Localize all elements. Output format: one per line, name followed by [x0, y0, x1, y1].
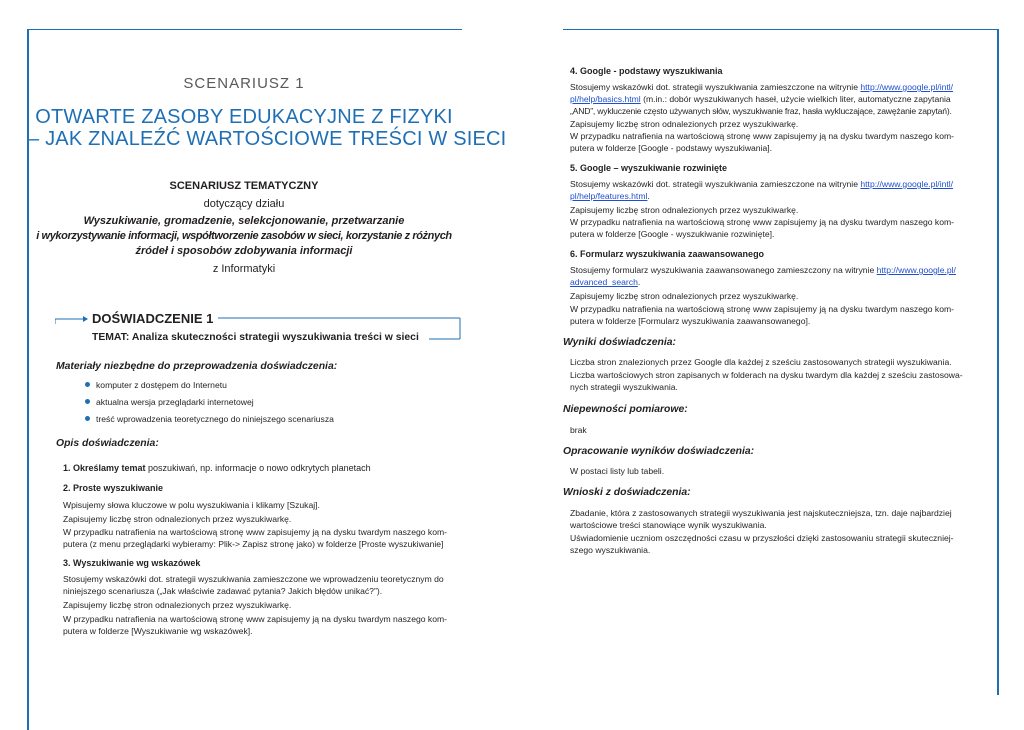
step-6-link[interactable]: http://www.google.pl/: [876, 265, 956, 275]
step-3-line: W przypadku natrafienia na wartościową stronę www zapisujemy ją na dysku twardym naszego kom-: [63, 614, 448, 624]
step-2-line: putera (z menu przeglądarki wybieramy: Plik-> Zapisz stronę jako) w folderze [Proste wyszukiwanie]: [63, 539, 444, 549]
step-3-line: Zapisujemy liczbę stron odnalezionych przez wyszukiwarkę.: [63, 600, 292, 610]
results-line: Liczba stron znalezionych przez Google dla każdej z sześciu zastosowanych strategii wyszukiwania.: [570, 357, 952, 367]
materials-heading: Materiały niezbędne do przeprowadzenia doświadczenia:: [56, 361, 338, 372]
step-4-heading: 4. Google - podstawy wyszukiwania: [570, 66, 723, 76]
main-title-line1: OTWARTE ZASOBY EDUKACYJNE Z FIZYKI: [35, 106, 453, 128]
step-5-line: Zapisujemy liczbę stron odnalezionych przez wyszukiwarkę.: [570, 205, 799, 215]
step-4-line: W przypadku natrafienia na wartościową stronę www zapisujemy ją na dysku twardym naszego kom-: [570, 131, 955, 141]
conclusions-heading: Wnioski z doświadczenia:: [563, 487, 691, 498]
processing-text: W postaci listy lub tabeli.: [570, 466, 665, 476]
experiment-topic: TEMAT: Analiza skuteczności strategii wyszukiwania treści w sieci: [92, 332, 419, 343]
material-item: komputer z dostępem do Internetu: [96, 380, 227, 390]
results-heading: Wyniki doświadczenia:: [563, 337, 676, 348]
step-3-line: niniejszego scenariusza („Jak właściwie zadawać pytania? Jakich błędów unikać?”).: [63, 586, 383, 596]
step-5-line: [570, 178, 953, 190]
conclusions-line: Uświadomienie uczniom oszczędności czasu w przyszłości dzięki zastosowaniu strategii skuteczniej-: [570, 533, 954, 543]
uncertainty-text: brak: [570, 425, 587, 435]
processing-heading: Opracowanie wyników doświadczenia:: [563, 446, 755, 457]
bullet-dot: [85, 382, 90, 387]
step-4-line: [570, 93, 951, 105]
step-6-line: Zapisujemy liczbę stron odnalezionych przez wyszukiwarkę.: [570, 291, 799, 301]
step-4-text: (m.in.: dobór wyszukiwanych haseł, użycie wielkich liter, automatyczne zapytania: [640, 94, 951, 104]
step-5-text: .: [647, 191, 650, 201]
step-4-line: „AND”, wykluczenie często używanych słów, wyszukiwanie fraz, hasła wykluczające, zawężanie zapytań).: [570, 106, 952, 116]
conclusions-line: wartościowe treści stanowiące wynik wyszukiwania.: [570, 520, 767, 530]
step-3-line: Stosujemy wskazówki dot. strategii wyszukiwania zamieszczone we wprowadzeniu teoretycznym do: [63, 574, 444, 584]
step-4-line: [570, 81, 953, 93]
main-title-line2: – JAK ZNALEŹĆ WARTOŚCIOWE TREŚCI W SIECI: [28, 128, 507, 150]
step-6-link[interactable]: advanced_search: [570, 277, 638, 287]
bullet-dot: [85, 399, 90, 404]
step-2-heading: 2. Proste wyszukiwanie: [63, 483, 164, 493]
step-5-line: [570, 190, 650, 202]
step-4-link[interactable]: http://www.google.pl/intl/: [860, 82, 954, 92]
conclusions-line: Zbadanie, która z zastosowanych strategii wyszukiwania jest najskuteczniejsza, tzn. daje najbardziej: [570, 508, 952, 518]
step-2-line: Zapisujemy liczbę stron odnalezionych przez wyszukiwarkę.: [63, 514, 292, 524]
step-3-line: putera w folderze [Wyszukiwanie wg wskazówek].: [63, 626, 253, 636]
material-item: treść wprowadzenia teoretycznego do niniejszego scenariusza: [96, 414, 334, 424]
step-6-text: .: [637, 277, 641, 287]
results-line: Liczba wartościowych stron zapisanych w folderach na dysku twardym dla każdej z sześciu zastosowa-: [570, 370, 963, 380]
step-2-line: W przypadku natrafienia na wartościową stronę www zapisujemy ją na dysku twardym naszego kom-: [63, 527, 448, 537]
uncertainty-heading: Niepewności pomiarowe:: [563, 404, 688, 415]
subject-line: z Informatyki: [212, 263, 276, 275]
step-1: [63, 462, 371, 474]
step-3-heading: 3. Wyszukiwanie wg wskazówek: [63, 558, 201, 568]
step-4-link[interactable]: pl/help/basics.html: [570, 94, 641, 104]
step-4-line: putera w folderze [Google - podstawy wyszukiwania].: [570, 143, 773, 153]
step-6-line: [570, 264, 956, 276]
step-2-line: Wpisujemy słowa kluczowe w polu wyszukiwania i klikamy [Szukaj].: [63, 500, 320, 510]
bullet-dot: [85, 416, 90, 421]
conclusions-line: szego wyszukiwania.: [570, 545, 651, 555]
step-5-line: W przypadku natrafienia na wartościową stronę www zapisujemy ją na dysku twardym naszego kom-: [570, 217, 955, 227]
topic-line-3: źródeł i sposobów zdobywania informacji: [135, 245, 353, 257]
topic-line-2: i wykorzystywanie informacji, współtworzenie zasobów w sieci, korzystanie z różnych: [36, 230, 452, 242]
step-5-link[interactable]: pl/help/features.html: [570, 191, 648, 201]
step-4-line: Zapisujemy liczbę stron odnalezionych przez wyszukiwarkę.: [570, 119, 799, 129]
step-6-line: putera w folderze [Formularz wyszukiwania zaawansowanego].: [570, 316, 811, 326]
topic-line-1: Wyszukiwanie, gromadzenie, selekcjonowanie, przetwarzanie: [83, 215, 405, 227]
step-6-line: [570, 276, 640, 288]
description-heading: Opis doświadczenia:: [56, 438, 159, 449]
step-6-line: W przypadku natrafienia na wartościową stronę www zapisujemy ją na dysku twardym naszego kom-: [570, 304, 955, 314]
step-6-heading: 6. Formularz wyszukiwania zaawansowanego: [570, 249, 765, 259]
step-4-text: Stosujemy wskazówki dot. strategii wyszukiwania zamieszczone na witrynie: [570, 82, 861, 92]
dept-line: dotyczący działu: [203, 198, 285, 210]
experiment-title: DOŚWIADCZENIE 1: [92, 311, 214, 326]
results-line: nych strategii wyszukiwania.: [570, 382, 678, 392]
subtitle: SCENARIUSZ TEMATYCZNY: [169, 180, 319, 192]
bracket-arrow: [83, 316, 88, 322]
step-5-line: putera w folderze [Google - wyszukiwanie rozwinięte].: [570, 229, 775, 239]
step-1-bold: 1. Określamy temat: [63, 463, 146, 473]
step-5-text: Stosujemy wskazówki dot. strategii wyszukiwania zamieszczone na witrynie: [570, 179, 861, 189]
scenario-label: SCENARIUSZ 1: [183, 75, 305, 92]
step-1-rest: poszukiwań, np. informacje o nowo odkrytych planetach: [145, 463, 371, 473]
material-item: aktualna wersja przeglądarki internetowej: [96, 397, 254, 407]
step-5-link[interactable]: http://www.google.pl/intl/: [860, 179, 954, 189]
step-5-heading: 5. Google – wyszukiwanie rozwinięte: [570, 163, 728, 173]
step-6-text: Stosujemy formularz wyszukiwania zaawansowanego zamieszczony na witrynie: [570, 265, 877, 275]
